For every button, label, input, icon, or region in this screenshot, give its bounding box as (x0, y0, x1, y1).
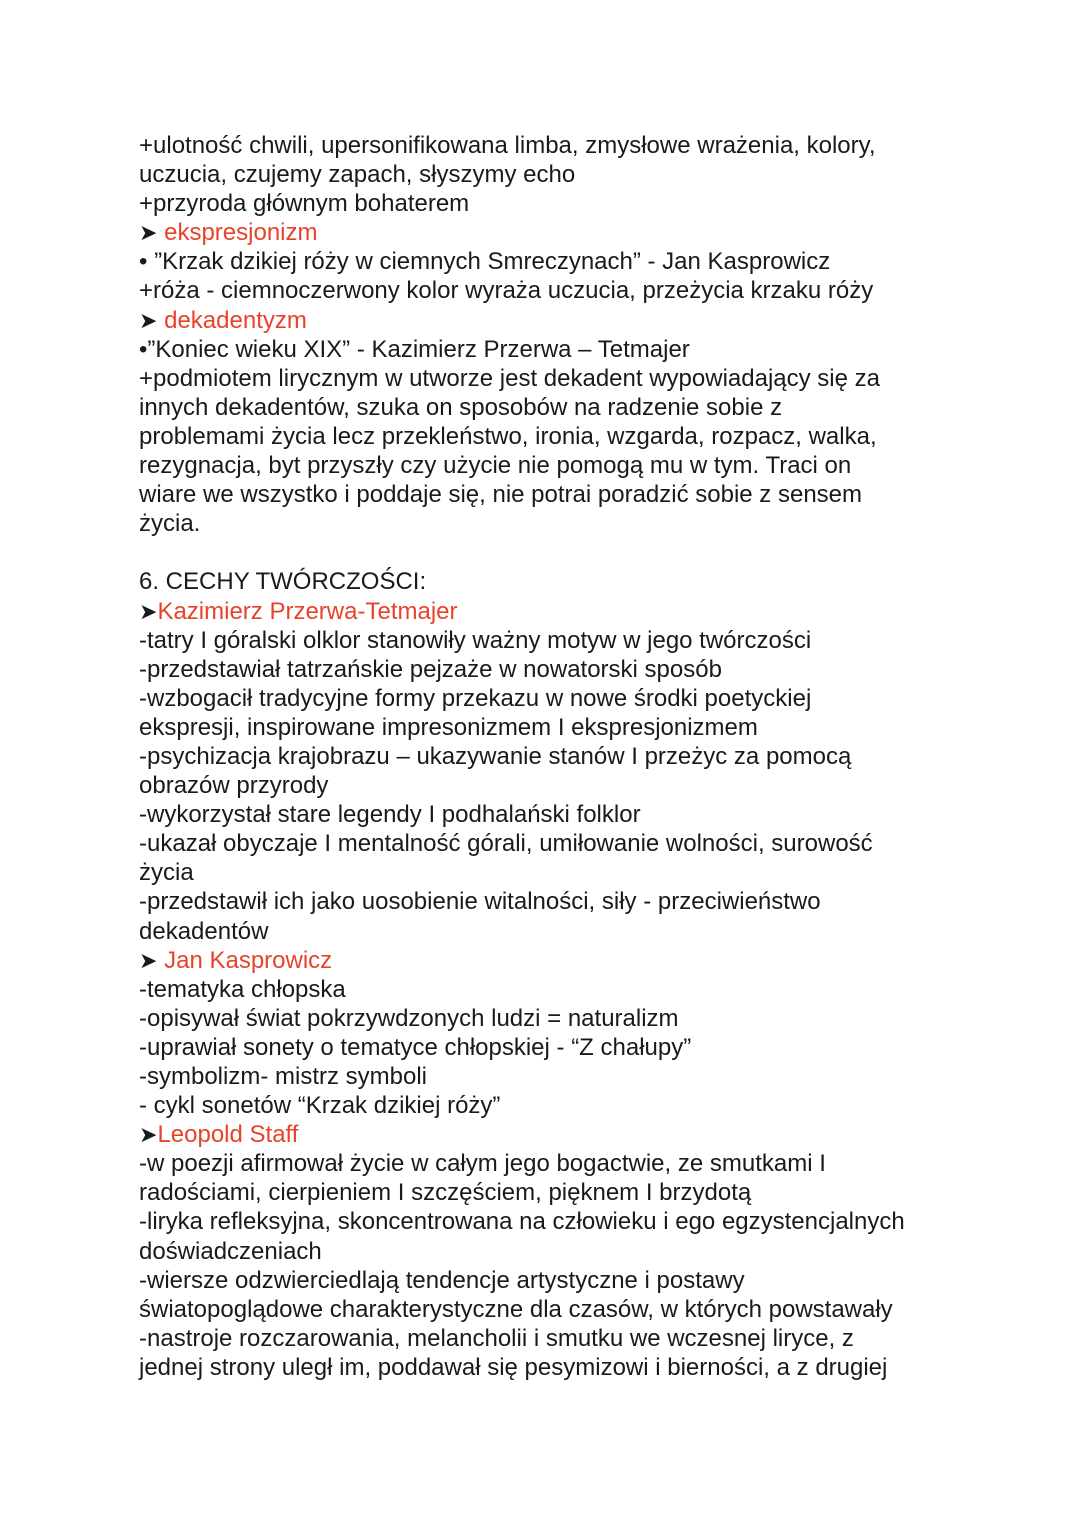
text-line: światopoglądowe charakterystyczne dla czasów, w których powstawały (139, 1295, 893, 1323)
text-line: -wzbogacił tradycyjne formy przekazu w nowe środki poetyckiej (139, 684, 812, 712)
heading-ekspresjonizm (139, 218, 1059, 247)
heading-label: Jan Kasprowicz (164, 946, 333, 974)
text-line: +podmiotem lirycznym w utworze jest dekadent wypowiadający się za (139, 364, 880, 392)
text-line: +róża - ciemnoczerwony kolor wyraża uczucia, przeżycia krzaku róży (139, 277, 874, 305)
text-line: jednej strony uległ im, poddawał się pesymizowi i bierności, a z drugiej (139, 1353, 888, 1381)
heading-label: ekspresjonizm (164, 219, 318, 247)
text-line: -tatry I góralski olklor stanowiły ważny motyw w jego twórczości (139, 626, 812, 654)
text-line: +ulotność chwili, upersonifikowana limba, zmysłowe wrażenia, kolory, (139, 132, 876, 159)
heading-kasprowicz (139, 946, 1059, 975)
arrow-bullet-icon: ➤ (139, 221, 158, 247)
arrow-bullet-icon: ➤ (139, 948, 158, 974)
text-line: -opisywał świat pokrzywdzonych ludzi = naturalizm (139, 1004, 679, 1032)
text-line: -uprawiał sonety o tematyce chłopskiej - “Z chałupy” (139, 1033, 692, 1061)
text-line: +przyroda głównym bohaterem (139, 190, 470, 218)
text-line: innych dekadentów, szuka on sposobów na radzenie sobie z (139, 393, 783, 421)
arrow-bullet-icon: ➤ (139, 1123, 158, 1149)
text-line: rezygnacja, byt przyszły czy użycie nie pomogą mu w tym. Traci on (139, 452, 852, 480)
text-line: -nastroje rozczarowania, melancholii i smutku we wczesnej liryce, z (139, 1324, 854, 1352)
paragraph-spacer (139, 538, 1059, 567)
text-line: życia. (139, 510, 201, 538)
text-line: wiare we wszystko i poddaje się, nie potrai poradzić sobie z sensem (139, 481, 863, 509)
text-line: -liryka refleksyjna, skoncentrowana na człowieku i ego egzystencjalnych (139, 1208, 905, 1236)
document-page (139, 131, 1059, 1382)
text-line: -ukazał obyczaje I mentalność górali, umiłowanie wolności, surowość (139, 830, 873, 858)
heading-label: Kazimierz Przerwa-Tetmajer (157, 597, 458, 625)
text-line: doświadczeniach (139, 1237, 322, 1265)
text-line: -symbolizm- mistrz symboli (139, 1063, 427, 1090)
heading-label: Leopold Staff (157, 1121, 299, 1149)
section-title: 6. CECHY TWÓRCZOŚCI: (139, 568, 427, 596)
text-line: -przedstawiał tatrzańskie pejzaże w nowatorski sposób (139, 655, 722, 683)
text-line: -w poezji afirmował życie w całym jego bogactwie, ze smutkami I (139, 1150, 826, 1178)
text-line: -tematyka chłopska (139, 975, 346, 1003)
heading-staff (139, 1120, 1059, 1149)
text-line: uczucia, czujemy zapach, słyszymy echo (139, 161, 576, 189)
text-line: -wiersze odzwierciedlają tendencje artystyczne i postawy (139, 1266, 745, 1294)
text-line: radościami, cierpieniem I szczęściem, pięknem I brzydotą (139, 1179, 752, 1207)
text-line: •”Koniec wieku XIX” - Kazimierz Przerwa – Tetmajer (139, 335, 690, 363)
arrow-bullet-icon: ➤ (139, 599, 158, 625)
heading-dekadentyzm (139, 306, 1059, 335)
text-line: -przedstawił ich jako uosobienie witalności, siły - przeciwieństwo (139, 888, 821, 916)
text-line: życia (139, 859, 194, 887)
text-line: problemami życia lecz przekleństwo, ironia, wzgarda, rozpacz, walka, (139, 422, 877, 450)
text-line: • ”Krzak dzikiej róży w ciemnych Smreczynach” - Jan Kasprowicz (139, 248, 831, 276)
arrow-bullet-icon: ➤ (139, 308, 158, 334)
text-line: -wykorzystał stare legendy I podhalański folklor (139, 801, 641, 829)
text-line: ekspresji, inspirowane impresonizmem I ekspresjonizmem (139, 713, 758, 741)
heading-label: dekadentyzm (164, 306, 307, 334)
text-line: dekadentów (139, 917, 269, 945)
text-line: - cykl sonetów “Krzak dzikiej róży” (139, 1092, 501, 1120)
text-line: -psychizacja krajobrazu – ukazywanie stanów I przeżyc za pomocą (139, 742, 852, 770)
heading-tetmajer (139, 597, 1059, 626)
text-line: obrazów przyrody (139, 772, 329, 800)
